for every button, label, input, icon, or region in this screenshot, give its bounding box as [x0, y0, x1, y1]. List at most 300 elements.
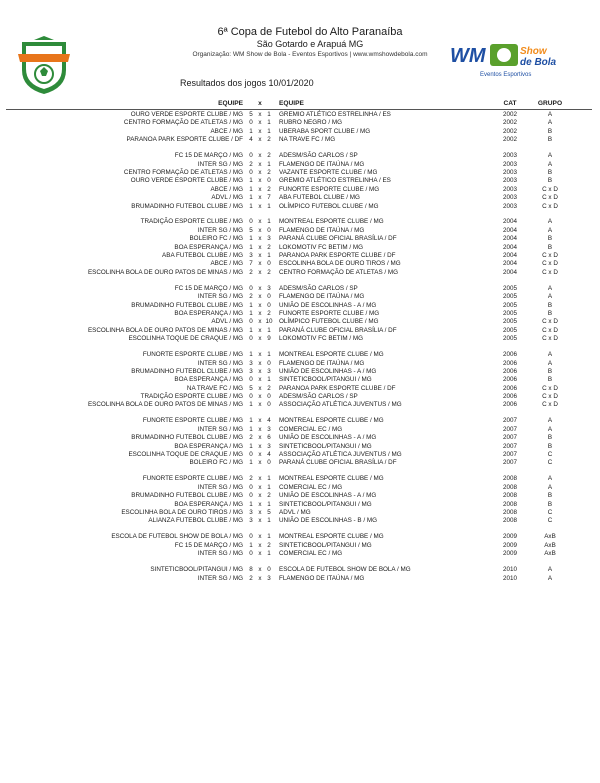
category: 2004: [502, 218, 517, 226]
category: 2003: [502, 152, 517, 160]
away-team: PARANOA PARK ESPORTE CLUBE / DF: [279, 384, 396, 392]
group: C x D: [542, 318, 558, 326]
group: C x D: [542, 252, 558, 260]
away-score: 2: [267, 384, 271, 392]
versus-x: x: [258, 111, 262, 118]
away-score: 1: [267, 127, 271, 135]
away-team: SINTETICBOOL/PITANGUI / MG: [279, 541, 372, 549]
versus-x: x: [258, 268, 262, 276]
match-row: [0, 459, 600, 467]
group: B: [547, 309, 553, 317]
home-team: INTER SG / MG: [197, 425, 243, 433]
match-row: [0, 327, 600, 335]
away-score: 1: [267, 252, 271, 260]
away-team: MONTREAL ESPORTE CLUBE / MG: [279, 475, 384, 483]
category: 2006: [502, 359, 517, 367]
home-score: 3: [249, 517, 253, 525]
group: A: [547, 359, 553, 367]
group-spacer: [0, 211, 600, 219]
category: 2008: [502, 483, 517, 491]
category: 2009: [502, 533, 517, 541]
match-row: [0, 302, 600, 310]
category: 2009: [502, 541, 517, 549]
versus-x: x: [258, 401, 262, 409]
group: A: [547, 417, 553, 425]
category: 2003: [502, 168, 517, 176]
away-score: 0: [267, 393, 271, 401]
versus-x: x: [258, 119, 262, 127]
match-row: [0, 434, 600, 442]
away-score: 0: [267, 401, 271, 409]
category: 2008: [502, 517, 517, 525]
away-team: CENTRO FORMAÇÃO DE ATLETAS / MG: [279, 268, 399, 276]
away-team: ASSOCIAÇÃO ATLÉTICA JUVENTUS / MG: [279, 401, 402, 409]
versus-x: x: [258, 566, 262, 574]
svg-text:de Bola: de Bola: [520, 57, 557, 68]
group: A: [547, 566, 553, 574]
group: AxB: [544, 541, 556, 549]
away-score: 1: [267, 160, 271, 168]
away-team: MONTREAL ESPORTE CLUBE / MG: [279, 417, 384, 425]
away-team: MONTREAL ESPORTE CLUBE / MG: [279, 218, 384, 226]
match-row: [0, 533, 600, 541]
away-team: UNIÃO DE ESCOLINHAS - A / MG: [279, 434, 377, 442]
group-spacer: [0, 559, 600, 567]
versus-x: x: [258, 284, 262, 292]
category: 2010: [502, 566, 517, 574]
category: 2006: [502, 351, 517, 359]
versus-x: x: [258, 533, 262, 541]
category: 2003: [502, 185, 517, 193]
versus-x: x: [258, 508, 262, 516]
svg-text:Eventos Esportivos: Eventos Esportivos: [480, 72, 532, 78]
category: 2002: [502, 119, 517, 127]
away-score: 0: [267, 301, 271, 309]
match-row: [0, 351, 600, 359]
home-score: 0: [249, 533, 253, 541]
home-score: 1: [249, 351, 253, 359]
away-score: 0: [267, 359, 271, 367]
match-row: [0, 186, 600, 194]
group: A: [547, 119, 553, 127]
group: B: [547, 434, 553, 442]
group: A: [547, 483, 553, 491]
category: 2005: [502, 301, 517, 309]
versus-x: x: [258, 367, 262, 375]
versus-x: x: [258, 152, 262, 160]
category: 2009: [502, 550, 517, 558]
match-row: [0, 260, 600, 268]
away-score: 0: [267, 566, 271, 574]
home-score: 0: [249, 218, 253, 226]
away-team: OLÍMPICO FUTEBOL CLUBE / MG: [279, 202, 379, 210]
away-score: 10: [265, 318, 273, 326]
versus-x: x: [258, 425, 262, 433]
home-team: FUNORTE ESPORTE CLUBE / MG: [142, 351, 243, 359]
versus-x: x: [258, 492, 262, 500]
home-score: 0: [249, 393, 253, 401]
versus-x: x: [258, 326, 262, 334]
category: 2007: [502, 425, 517, 433]
versus-x: x: [258, 136, 262, 144]
category: 2005: [502, 293, 517, 301]
away-team: OLÍMPICO FUTEBOL CLUBE / MG: [279, 318, 379, 326]
match-row: [0, 360, 600, 368]
category: 2005: [502, 326, 517, 334]
match-row: [0, 235, 600, 243]
home-score: 0: [249, 550, 253, 558]
home-team: INTER SG / MG: [197, 574, 243, 582]
home-team: ADVL / MG: [211, 194, 243, 202]
category: 2006: [502, 401, 517, 409]
group: A: [547, 284, 553, 292]
match-row: [0, 550, 600, 558]
match-row: [0, 575, 600, 583]
versus-x: x: [258, 359, 262, 367]
home-team: ESCOLINHA BOLA DE OURO TIROS / MG: [121, 508, 243, 516]
home-team: ESCOLINHA TOQUE DE CRAQUE / MG: [128, 335, 243, 343]
versus-x: x: [258, 202, 262, 210]
home-score: 1: [249, 459, 253, 467]
away-team: GREMIO ATLÉTICO ESTRELINHA / ES: [279, 177, 391, 185]
home-team: ESCOLINHA BOLA DE OURO PATOS DE MINAS / MG: [87, 401, 243, 409]
group: AxB: [544, 550, 556, 558]
match-row: [0, 227, 600, 235]
category: 2004: [502, 268, 517, 276]
category: 2003: [502, 160, 517, 168]
away-team: FUNORTE ESPORTE CLUBE / MG: [279, 185, 380, 193]
away-score: 0: [267, 260, 271, 268]
versus-x: x: [258, 384, 262, 392]
match-row: [0, 269, 600, 277]
away-score: 4: [267, 451, 271, 459]
home-team: INTER SG / MG: [197, 226, 243, 234]
home-score: 1: [249, 541, 253, 549]
group-spacer: [0, 277, 600, 285]
away-score: 0: [267, 459, 271, 467]
home-score: 3: [249, 367, 253, 375]
away-score: 1: [267, 202, 271, 210]
category: 2007: [502, 442, 517, 450]
column-home-team: EQUIPE: [218, 100, 243, 107]
home-score: 0: [249, 376, 253, 384]
home-score: 1: [249, 235, 253, 243]
results-title: Resultados dos jogos 10/01/2020: [180, 78, 314, 88]
versus-x: x: [258, 459, 262, 467]
home-score: 2: [249, 293, 253, 301]
away-score: 1: [267, 500, 271, 508]
match-row: [0, 177, 600, 185]
match-row: [0, 128, 600, 136]
away-team: UNIÃO DE ESCOLINHAS - A / MG: [279, 492, 377, 500]
home-team: CENTRO FORMAÇÃO DE ATLETAS / MG: [123, 168, 243, 176]
away-score: 4: [267, 417, 271, 425]
versus-x: x: [258, 550, 262, 558]
away-team: ADESM/SÃO CARLOS / SP: [279, 284, 358, 292]
category: 2006: [502, 367, 517, 375]
home-team: ABCE / MG: [210, 185, 243, 193]
group: C x D: [542, 260, 558, 268]
away-score: 2: [267, 309, 271, 317]
home-score: 2: [249, 160, 253, 168]
away-score: 1: [267, 517, 271, 525]
group: B: [547, 136, 553, 144]
home-team: BRUMADINHO FUTEBOL CLUBE / MG: [131, 492, 243, 500]
away-score: 2: [267, 268, 271, 276]
home-score: 2: [249, 434, 253, 442]
wm-show-de-bola-logo: [448, 38, 578, 78]
home-score: 0: [249, 152, 253, 160]
group: A: [547, 218, 553, 226]
away-score: 3: [267, 425, 271, 433]
home-team: BRUMADINHO FUTEBOL CLUBE / MG: [131, 301, 243, 309]
home-score: 1: [249, 202, 253, 210]
group: C x D: [542, 202, 558, 210]
home-team: INTER SG / MG: [197, 359, 243, 367]
match-row: [0, 194, 600, 202]
home-team: BOLEIRO FC / MG: [189, 235, 243, 243]
home-team: BOA ESPERANÇA / MG: [174, 309, 243, 317]
home-team: ABCE / MG: [210, 260, 243, 268]
category: 2007: [502, 459, 517, 467]
away-score: 0: [267, 293, 271, 301]
versus-x: x: [258, 226, 262, 234]
category: 2004: [502, 252, 517, 260]
home-score: 1: [249, 301, 253, 309]
home-score: 5: [249, 384, 253, 392]
away-score: 2: [267, 243, 271, 251]
match-row: [0, 484, 600, 492]
home-team: ESCOLA DE FUTEBOL SHOW DE BOLA / MG: [111, 533, 243, 541]
group-spacer: [0, 410, 600, 418]
versus-x: x: [258, 185, 262, 193]
group: C x D: [542, 185, 558, 193]
away-team: RUBRO NEGRO / MG: [279, 119, 342, 127]
group: A: [547, 226, 553, 234]
column-group: GRUPO: [537, 100, 563, 107]
away-score: 2: [267, 541, 271, 549]
home-team: BOA ESPERANÇA / MG: [174, 442, 243, 450]
home-score: 1: [249, 401, 253, 409]
category: 2007: [502, 434, 517, 442]
category: 2003: [502, 177, 517, 185]
home-team: SINTETICBOOL/PITANGUI / MG: [150, 566, 243, 574]
group: C x D: [542, 393, 558, 401]
home-score: 3: [249, 359, 253, 367]
away-team: MONTREAL ESPORTE CLUBE / MG: [279, 351, 384, 359]
versus-x: x: [258, 260, 262, 268]
group: B: [547, 492, 553, 500]
category: 2007: [502, 451, 517, 459]
match-row: [0, 203, 600, 211]
match-row: [0, 161, 600, 169]
versus-x: x: [258, 309, 262, 317]
versus-x: x: [258, 235, 262, 243]
versus-x: x: [258, 301, 262, 309]
away-score: 1: [267, 351, 271, 359]
match-row: [0, 426, 600, 434]
table-header-row: [0, 99, 600, 109]
away-team: FLAMENGO DE ITAÚNA / MG: [279, 226, 365, 234]
versus-x: x: [258, 574, 262, 582]
away-team: ESCOLINHA BOLA DE OURO TIROS / MG: [279, 260, 401, 268]
home-team: BRUMADINHO FUTEBOL CLUBE / MG: [131, 434, 243, 442]
match-row: [0, 293, 600, 301]
group: C: [547, 451, 553, 459]
home-team: FUNORTE ESPORTE CLUBE / MG: [142, 417, 243, 425]
away-score: 0: [267, 226, 271, 234]
category: 2002: [502, 136, 517, 144]
group: A: [547, 152, 553, 160]
match-row: [0, 492, 600, 500]
match-row: [0, 119, 600, 127]
away-score: 1: [267, 483, 271, 491]
match-row: [0, 152, 600, 160]
away-score: 1: [267, 326, 271, 334]
home-score: 1: [249, 127, 253, 135]
category: 2006: [502, 376, 517, 384]
group: B: [547, 243, 553, 251]
category: 2004: [502, 235, 517, 243]
away-score: 6: [267, 434, 271, 442]
home-score: 1: [249, 185, 253, 193]
home-team: OURO VERDE ESPORTE CLUBE / MG: [130, 111, 243, 118]
home-team: ABA FUTEBOL CLUBE / MG: [162, 252, 243, 260]
home-team: FUNORTE ESPORTE CLUBE / MG: [142, 475, 243, 483]
home-team: BRUMADINHO FUTEBOL CLUBE / MG: [131, 202, 243, 210]
versus-x: x: [258, 252, 262, 260]
svg-text:WM: WM: [450, 45, 486, 67]
home-team: BOLEIRO FC / MG: [189, 459, 243, 467]
group: B: [547, 367, 553, 375]
home-score: 0: [249, 451, 253, 459]
home-team: ADVL / MG: [211, 318, 243, 326]
away-score: 7: [267, 194, 271, 202]
away-team: FLAMENGO DE ITAÚNA / MG: [279, 293, 365, 301]
home-team: INTER SG / MG: [197, 550, 243, 558]
versus-x: x: [258, 194, 262, 202]
organization-line: Organização: WM Show de Bola - Eventos Esportivos | www.wmshowdebola.com: [192, 51, 428, 58]
away-team: UNIÃO DE ESCOLINHAS - B / MG: [279, 517, 377, 525]
home-team: ALIANZA FUTEBOL CLUBE / MG: [148, 517, 243, 525]
away-team: MONTREAL ESPORTE CLUBE / MG: [279, 533, 384, 541]
away-team: COMERCIAL EC / MG: [279, 550, 343, 558]
away-team: FUNORTE ESPORTE CLUBE / MG: [279, 309, 380, 317]
versus-x: x: [258, 475, 262, 483]
home-team: NA TRAVE FC / MG: [186, 384, 243, 392]
away-team: FLAMENGO DE ITAÚNA / MG: [279, 574, 365, 582]
match-row: [0, 218, 600, 226]
tournament-title: 6ª Copa de Futebol do Alto Paranaíba: [217, 26, 403, 38]
away-team: SINTETICBOOL/PITANGUI / MG: [279, 376, 372, 384]
group: AxB: [544, 533, 556, 541]
group: A: [547, 475, 553, 483]
away-score: 3: [267, 574, 271, 582]
group: C x D: [542, 268, 558, 276]
away-team: LOKOMOTIV FC BETIM / MG: [279, 335, 363, 343]
match-row: [0, 136, 600, 144]
versus-x: x: [258, 500, 262, 508]
group: C x D: [542, 194, 558, 202]
svg-text:Show: Show: [520, 46, 547, 57]
versus-x: x: [258, 393, 262, 401]
tournament-location: São Gotardo e Arapuá MG: [256, 39, 364, 49]
away-team: PARANOA PARK ESPORTE CLUBE / DF: [279, 252, 396, 260]
group: C x D: [542, 326, 558, 334]
match-row: [0, 566, 600, 574]
category: 2002: [502, 111, 517, 118]
document-header: [0, 0, 600, 95]
group: C: [547, 517, 553, 525]
match-row: [0, 475, 600, 483]
home-team: TRADIÇÃO ESPORTE CLUBE / MG: [140, 393, 243, 401]
group: C x D: [542, 401, 558, 409]
away-score: 0: [267, 177, 271, 185]
group: B: [547, 127, 553, 135]
group-spacer: [0, 526, 600, 534]
match-row: [0, 501, 600, 509]
away-team: ABA FUTEBOL CLUBE / MG: [279, 194, 360, 202]
group: B: [547, 301, 553, 309]
home-score: 0: [249, 284, 253, 292]
match-row: [0, 318, 600, 326]
home-team: BOA ESPERANÇA / MG: [174, 376, 243, 384]
away-team: ADESM/SÃO CARLOS / SP: [279, 152, 358, 160]
home-team: INTER SG / MG: [197, 160, 243, 168]
home-team: FC 15 DE MARÇO / MG: [174, 284, 243, 292]
home-score: 5: [249, 111, 253, 118]
results-table: [0, 99, 600, 583]
versus-x: x: [258, 351, 262, 359]
away-score: 1: [267, 475, 271, 483]
home-team: INTER SG / MG: [197, 483, 243, 491]
home-team: ESCOLINHA BOLA DE OURO PATOS DE MINAS / MG: [87, 326, 243, 334]
away-team: COMERCIAL EC / MG: [279, 483, 343, 491]
away-team: ESCOLA DE FUTEBOL SHOW DE BOLA / MG: [279, 566, 411, 574]
category: 2005: [502, 309, 517, 317]
header-rule: [6, 109, 592, 110]
home-score: 8: [249, 566, 253, 574]
away-team: COMERCIAL EC / MG: [279, 425, 343, 433]
home-team: BOA ESPERANÇA / MG: [174, 243, 243, 251]
home-score: 1: [249, 177, 253, 185]
match-row: [0, 252, 600, 260]
match-row: [0, 542, 600, 550]
match-row: [0, 401, 600, 409]
versus-x: x: [258, 160, 262, 168]
versus-x: x: [258, 451, 262, 459]
match-row: [0, 517, 600, 525]
away-team: FLAMENGO DE ITAÚNA / MG: [279, 160, 365, 168]
category: 2004: [502, 243, 517, 251]
away-score: 3: [267, 235, 271, 243]
away-team: UBERABA SPORT CLUBE / MG: [279, 127, 371, 135]
group: B: [547, 168, 553, 176]
versus-x: x: [258, 243, 262, 251]
home-score: 5: [249, 226, 253, 234]
away-score: 2: [267, 492, 271, 500]
away-score: 1: [267, 111, 271, 118]
versus-x: x: [258, 335, 262, 343]
away-team: LOKOMOTIV FC BETIM / MG: [279, 243, 363, 251]
home-score: 1: [249, 194, 253, 202]
home-score: 0: [249, 335, 253, 343]
away-score: 3: [267, 367, 271, 375]
home-team: CENTRO FORMAÇÃO DE ATLETAS / MG: [123, 119, 243, 127]
versus-x: x: [258, 442, 262, 450]
versus-x: x: [258, 376, 262, 384]
home-score: 0: [249, 119, 253, 127]
